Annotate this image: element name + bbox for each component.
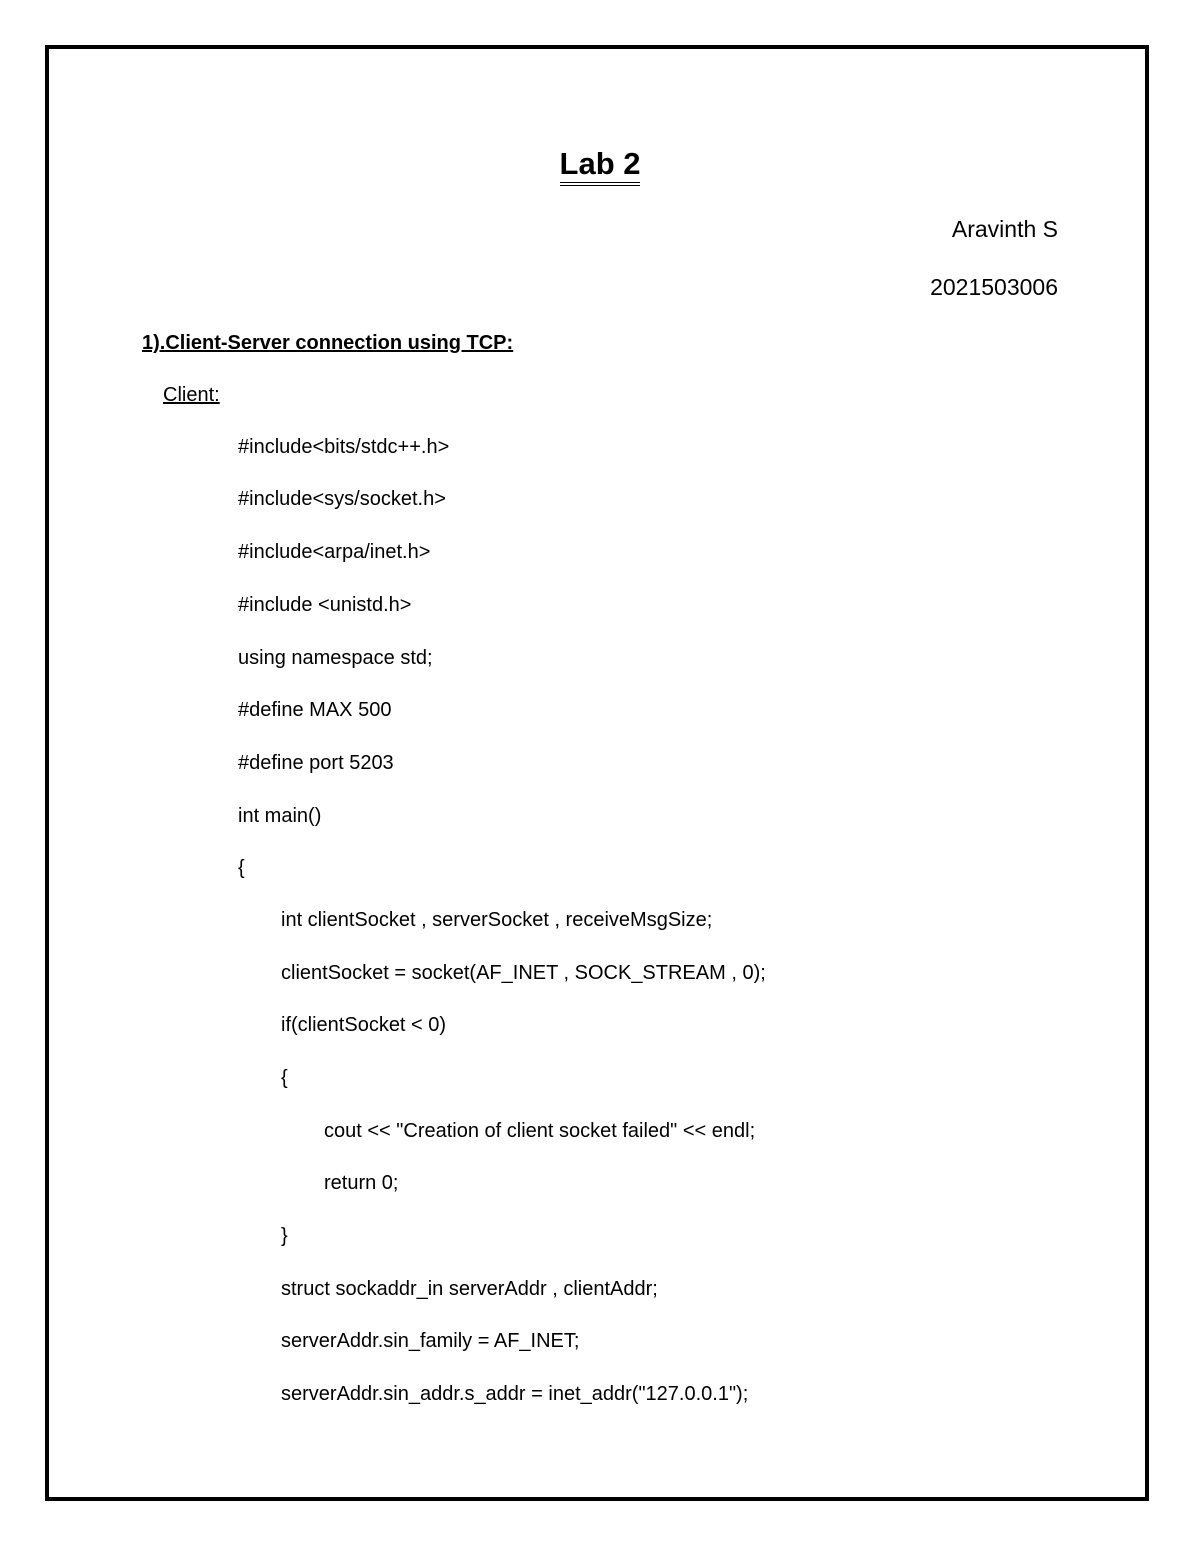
sub-heading-client: Client: bbox=[163, 384, 220, 406]
code-line: clientSocket = socket(AF_INET , SOCK_STREAM , 0); bbox=[281, 962, 766, 984]
code-line: #include<sys/socket.h> bbox=[238, 488, 446, 510]
code-line: serverAddr.sin_addr.s_addr = inet_addr("127.0.0.1"); bbox=[281, 1383, 749, 1405]
document-title-text: Lab 2 bbox=[560, 146, 641, 186]
code-line: #include <unistd.h> bbox=[238, 594, 412, 616]
code-line: int main() bbox=[238, 805, 322, 827]
roll-number: 2021503006 bbox=[930, 274, 1058, 300]
code-line: { bbox=[238, 857, 245, 879]
author-name: Aravinth S bbox=[951, 216, 1058, 242]
code-line: #define port 5203 bbox=[238, 752, 394, 774]
code-line: { bbox=[281, 1067, 288, 1089]
code-line: } bbox=[281, 1225, 288, 1247]
code-line: #include<arpa/inet.h> bbox=[238, 541, 431, 563]
document-title bbox=[0, 142, 1200, 186]
code-line: using namespace std; bbox=[238, 647, 433, 669]
section-heading: 1).Client-Server connection using TCP: bbox=[142, 332, 514, 354]
code-line: int clientSocket , serverSocket , receiveMsgSize; bbox=[281, 909, 713, 931]
code-line: if(clientSocket < 0) bbox=[281, 1014, 447, 1036]
code-line: serverAddr.sin_family = AF_INET; bbox=[281, 1330, 580, 1352]
code-line: #include<bits/stdc++.h> bbox=[238, 436, 450, 458]
code-line: cout << "Creation of client socket failed" << endl; bbox=[324, 1120, 756, 1142]
code-line: return 0; bbox=[324, 1172, 399, 1194]
code-line: #define MAX 500 bbox=[238, 699, 392, 721]
code-line: struct sockaddr_in serverAddr , clientAddr; bbox=[281, 1278, 658, 1300]
